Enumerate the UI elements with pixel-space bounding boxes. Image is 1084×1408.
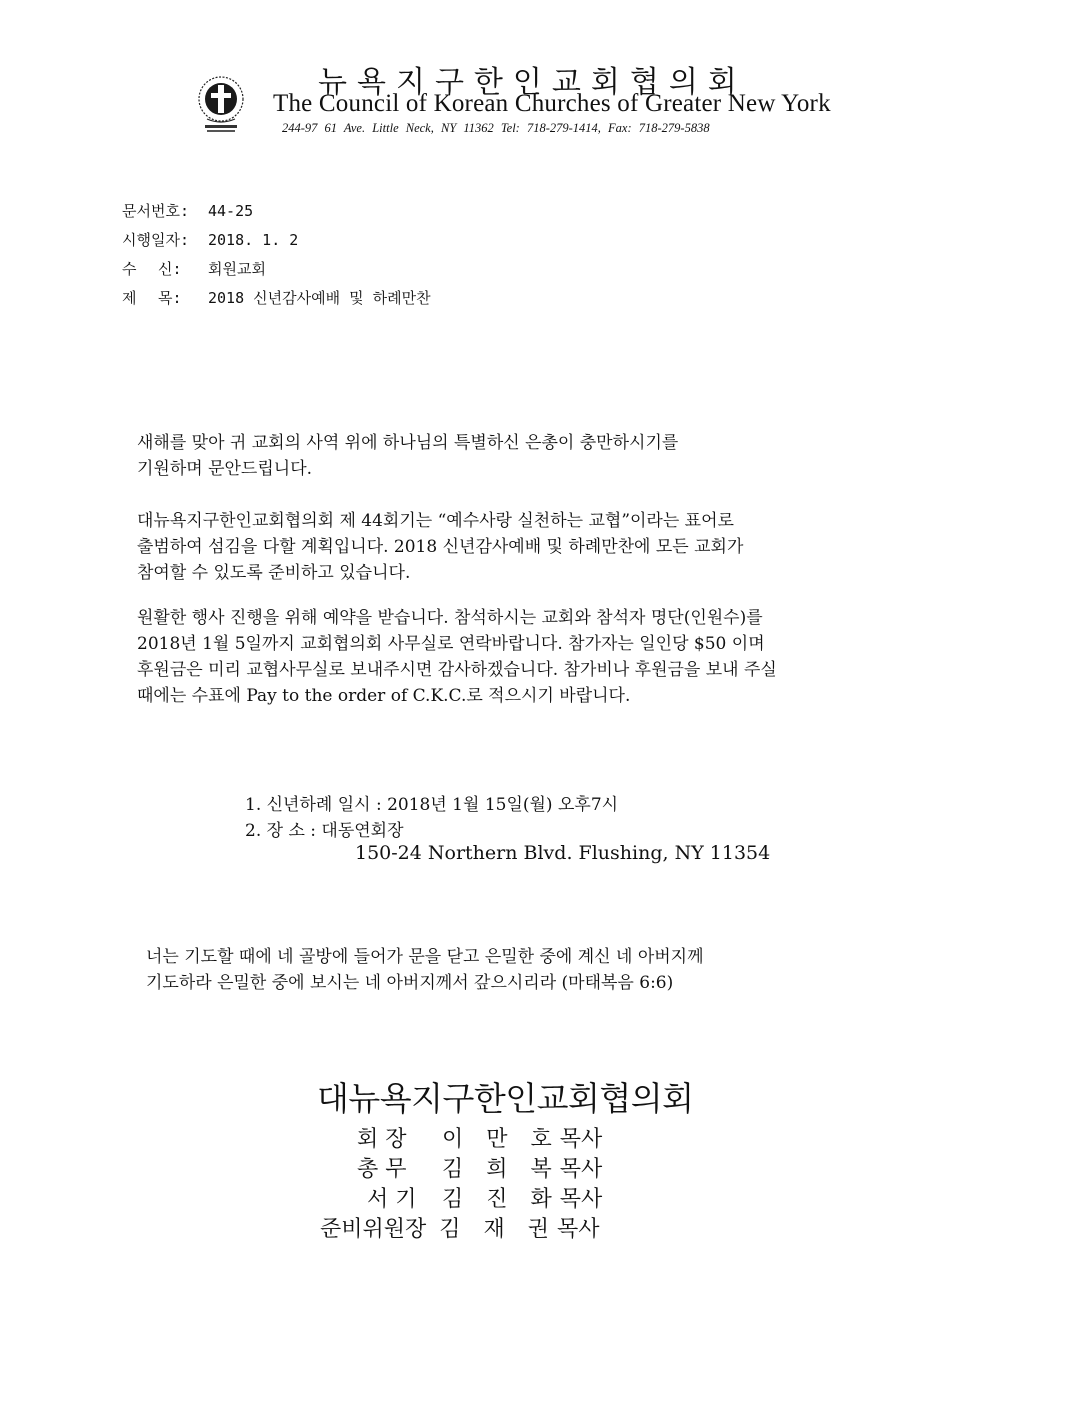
doc-number-label: 문서번호: (122, 202, 189, 220)
subject-value: 2018 신년감사예배 및 하례만찬 (208, 289, 431, 307)
subject-label-a: 제 (122, 289, 137, 307)
paragraph-line: 때에는 수표에 Pay to the order of C.K.C.로 적으시기 바랍니다. (137, 686, 631, 706)
signature-name: 김 진 화 (442, 1187, 560, 1212)
signature-role: 준비위원장 (320, 1217, 427, 1242)
reservation-paragraph (137, 605, 777, 709)
date-label: 시행일자: (122, 231, 189, 249)
scripture-verse (146, 944, 704, 996)
paragraph-line: 기원하며 문안드립니다. (137, 459, 313, 479)
paragraph-line: 후원금은 미리 교협사무실로 보내주시면 감사하겠습니다. 참가비나 후원금을 보내 주실 (137, 660, 777, 680)
council-title-korean: 뉴욕지구한인교회협의회 (318, 65, 747, 100)
paragraph-line: 출범하여 섬김을 다할 계획입니다. 2018 신년감사예배 및 하례만찬에 모든 교회가 (137, 537, 744, 557)
signature-name: 김 희 복 (442, 1157, 560, 1182)
doc-number-row (122, 200, 253, 221)
signature-role: 총 무 (357, 1157, 407, 1182)
signature-organization: 대뉴욕지구한인교회협의회 (317, 1079, 694, 1118)
signature-title: 목사 (559, 1187, 603, 1212)
council-address: 244-97 61 Ave. Little Neck, NY 11362 Tel: 718-279-1414, Fax: 718-279-5838 (282, 121, 710, 135)
signature-row (320, 1212, 600, 1243)
subject-label-b: 목: (158, 289, 182, 307)
recipient-label-b: 신: (158, 260, 182, 278)
signature-row (367, 1182, 602, 1213)
signature-title: 목사 (557, 1217, 600, 1242)
paragraph-line: 참여할 수 있도록 준비하고 있습니다. (137, 563, 411, 583)
event-venue: 2. 장 소 : 대동연회장 (245, 821, 404, 841)
signature-name: 이 만 호 (442, 1127, 560, 1152)
date-row (122, 229, 298, 250)
paragraph-line: 2018년 1월 5일까지 교회협의회 사무실로 연락바랍니다. 참가자는 일인당 $50 이며 (137, 634, 765, 654)
intro-paragraph (137, 508, 743, 586)
signature-role: 회 장 (357, 1127, 407, 1152)
recipient-label-a: 수 (122, 260, 137, 278)
council-title-english: The Council of Korean Churches of Greater New York (273, 90, 831, 117)
signature-role: 서 기 (367, 1187, 417, 1212)
subject-row (122, 287, 431, 308)
date-value: 2018. 1. 2 (208, 231, 299, 249)
paragraph-line: 새해를 맞아 귀 교회의 사역 위에 하나님의 특별하신 은총이 충만하시기를 (137, 433, 679, 453)
signature-name: 김 재 권 (439, 1217, 558, 1242)
recipient-value: 회원교회 (208, 260, 266, 278)
event-address: 150-24 Northern Blvd. Flushing, NY 11354 (355, 842, 771, 864)
recipient-row (122, 258, 266, 279)
event-datetime: 1. 신년하례 일시 : 2018년 1월 15일(월) 오후7시 (245, 795, 619, 815)
doc-number-value: 44-25 (208, 202, 254, 220)
verse-line: 기도하라 은밀한 중에 보시는 네 아버지께서 갚으시리라 (마태복음 6:6) (146, 973, 674, 993)
verse-line: 너는 기도할 때에 네 골방에 들어가 문을 닫고 은밀한 중에 계신 네 아버지께 (146, 947, 704, 967)
paragraph-line: 대뉴욕지구한인교회협의회 제 44회기는 “예수사랑 실천하는 교협”이라는 표어로 (137, 511, 734, 531)
signature-row (357, 1152, 602, 1183)
signature-title: 목사 (559, 1127, 603, 1152)
greeting-paragraph (137, 430, 678, 482)
church-cross-seal-icon (193, 73, 249, 135)
paragraph-line: 원활한 행사 진행을 위해 예약을 받습니다. 참석하시는 교회와 참석자 명단(인원수)를 (137, 608, 763, 628)
signature-row (357, 1122, 602, 1153)
signature-title: 목사 (559, 1157, 603, 1182)
